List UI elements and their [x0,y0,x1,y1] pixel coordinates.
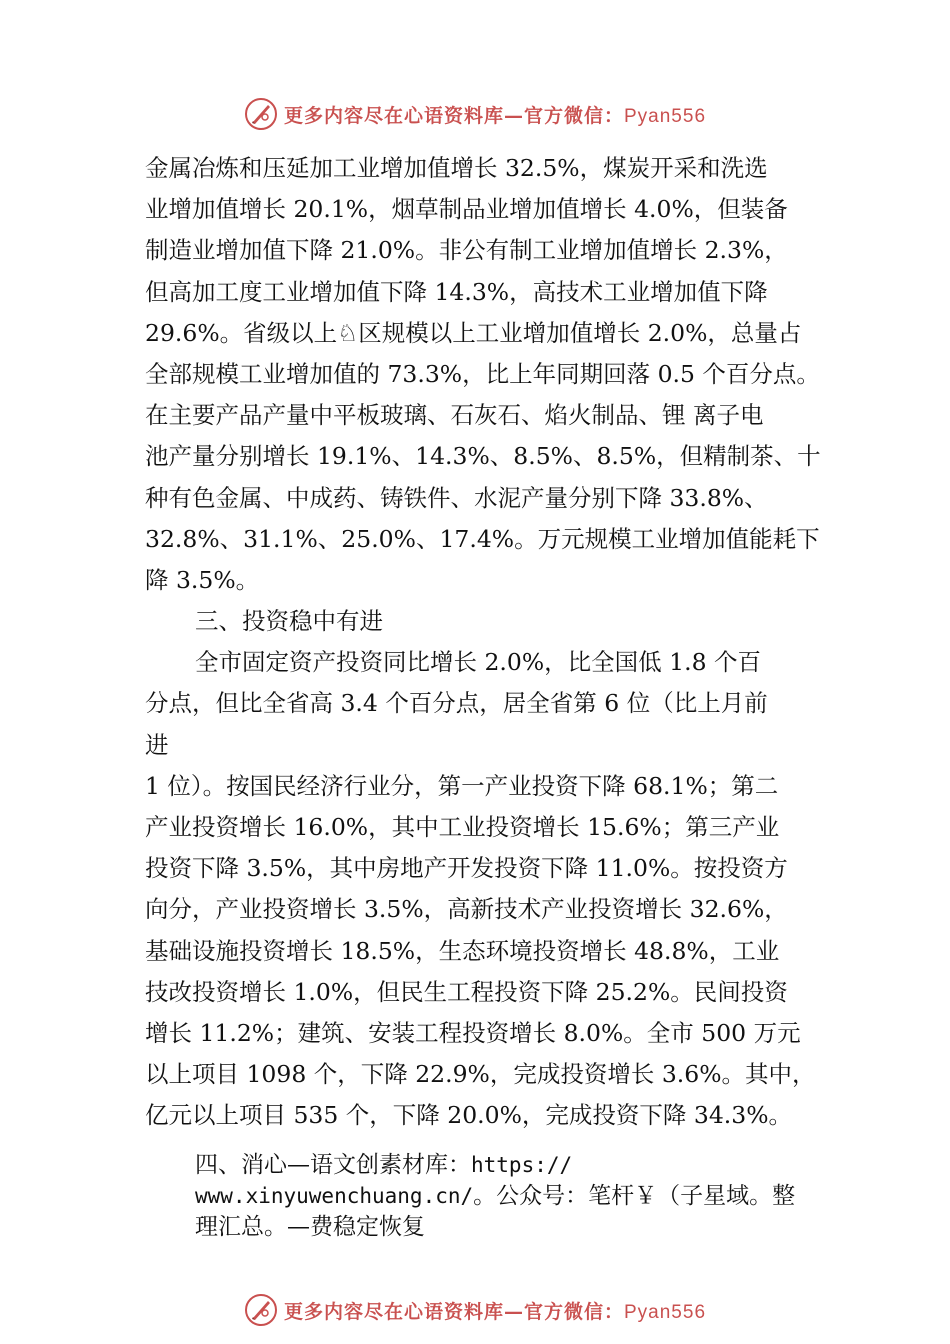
paragraph-line: 1 位）。按国民经济行业分，第一产业投资下降 68.1%；第二 [145,771,779,800]
paragraph-line: 制造业增加值下降 21.0%。非公有制工业增加值增长 2.3%， [145,236,788,265]
section-heading: 三、投资稳中有进 [195,607,383,636]
quill-pen-logo-icon [244,97,278,131]
paragraph-line: 向分，产业投资增长 3.5%，高新技术产业投资增长 32.6%， [145,895,788,924]
section-line: www.xinyuwenchuang.cn/。公众号：笔杆￥（子星域。整 [195,1183,796,1209]
wechat-id: Pyan556 [624,1301,707,1323]
banner-text: 更多内容尽在心语资料库—官方微信：Pyan556 [283,104,707,127]
paragraph-line: 全部规模工业增加值的 73.3%，比上年同期回落 0.5 个百分点。 [145,359,820,388]
header-banner [0,94,950,134]
wechat-id: Pyan556 [624,105,707,127]
footer-banner [0,1290,950,1330]
paragraph-line: 进 [145,730,169,759]
quill-pen-logo-icon [244,1293,278,1327]
document-body [145,148,845,1137]
paragraph-line: 29.6%。省级以上♘区规模以上工业增加值增长 2.0%，总量占 [145,318,802,347]
paragraph-line: 池产量分别增长 19.1%、14.3%、8.5%、8.5%，但精制茶、十 [145,442,821,471]
banner-text: 更多内容尽在心语资料库—官方微信：Pyan556 [283,1300,707,1323]
paragraph-line: 32.8%、31.1%、25.0%、17.4%。万元规模工业增加值能耗下 [145,524,820,553]
paragraph-line: 全市固定资产投资同比增长 2.0%，比全国低 1.8 个百 [195,648,761,677]
paragraph-line: 产业投资增长 16.0%，其中工业投资增长 15.6%；第三产业 [145,813,780,841]
url-link[interactable]: www.xinyuwenchuang.cn/ [195,1184,474,1208]
paragraph-line: 金属冶炼和压延加工业增加值增长 32.5%，煤炭开采和洗选 [145,154,768,182]
paragraph-line: 降 3.5%。 [145,565,260,594]
paragraph-line: 在主要产品产量中平板玻璃、石灰石、焰火制品、锂 离子电 [145,401,764,430]
section-four [195,1150,845,1243]
paragraph-line: 分点，但比全省高 3.4 个百分点，居全省第 6 位（比上月前 [145,689,768,718]
section-line: 理汇总。—费稳定恢复 [195,1214,425,1240]
paragraph-line: 以上项目 1098 个，下降 22.9%，完成投资增长 3.6%。其中， [145,1060,816,1089]
url-link[interactable]: https:// [471,1153,573,1177]
paragraph-line: 种有色金属、中成药、铸铁件、水泥产量分别下降 33.8%、 [145,483,768,512]
paragraph-line: 业增加值增长 20.1%，烟草制品业增加值增长 4.0%，但装备 [145,195,788,224]
paragraph-line: 但高加工度工业增加值下降 14.3%，高技术工业增加值下降 [145,277,768,306]
paragraph-line: 技改投资增长 1.0%，但民生工程投资下降 25.2%。民间投资 [145,977,788,1006]
section-heading-line: 四、消心—语文创素材库：https:// [195,1152,573,1178]
paragraph-line: 投资下降 3.5%，其中房地产开发投资下降 11.0%。按投资方 [145,854,788,883]
paragraph-line: 基础设施投资增长 18.5%，生态环境投资增长 48.8%，工业 [145,936,780,965]
paragraph-line: 增长 11.2%；建筑、安装工程投资增长 8.0%。全市 500 万元 [145,1018,801,1047]
paragraph-line: 亿元以上项目 535 个，下降 20.0%，完成投资下降 34.3%。 [145,1101,793,1130]
